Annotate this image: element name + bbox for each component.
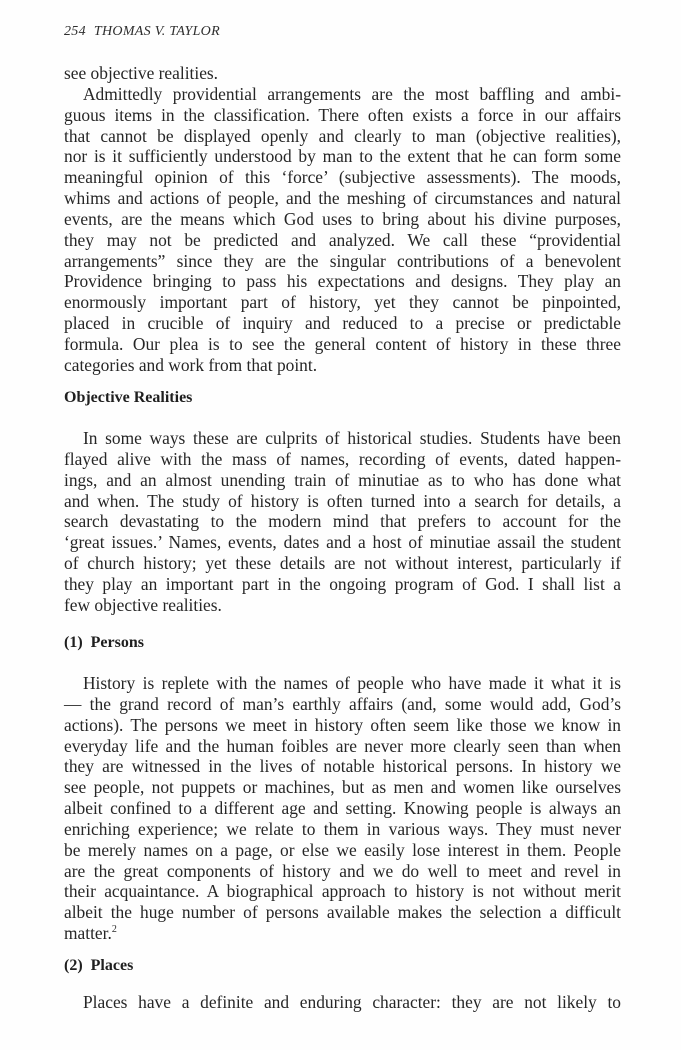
section-heading-objective-realities: Objective Realities xyxy=(64,389,193,406)
text-line: everyday life and the human foibles are never more clearly seen than when xyxy=(64,735,621,756)
text-line: In some ways these are culprits of historical studies. Students have been xyxy=(83,428,621,448)
footnote-reference[interactable]: 2 xyxy=(111,924,117,936)
text-line: Places have a definite and enduring character: they are not likely to xyxy=(83,992,621,1012)
text-line: their acquaintance. A biographical approach to history is not without merit xyxy=(64,881,621,902)
text-line: they play an important part in the ongoing program of God. I shall list a xyxy=(64,573,621,594)
text-line: arrangements” since they are the singular contributions of a benevolent xyxy=(64,250,621,271)
text-line: flayed alive with the mass of names, recording of events, dated happen- xyxy=(64,448,621,469)
text-line: actions). The persons we meet in history often seem like those we know in xyxy=(64,714,621,735)
objective-realities-paragraph xyxy=(64,428,621,616)
text-line: enormously important part of history, yet they cannot be pinpointed, xyxy=(64,292,621,313)
text-line: nor is it sufficiently understood by man to the extent that he can form some xyxy=(64,146,621,167)
text-line: see objective realities. xyxy=(64,63,219,83)
intro-paragraphs xyxy=(64,63,621,376)
text-line xyxy=(64,923,621,944)
text-line: Admittedly providential arrangements are the most baffling and ambi- xyxy=(83,83,621,104)
text-line: they may not be predicted and analyzed. We call these “providential xyxy=(64,229,621,250)
subsection-heading-persons: (1) Persons xyxy=(64,634,144,651)
text-line: search devastating to the modern mind that prefers to account for the xyxy=(64,511,621,532)
text-line: they are witnessed in the lives of notable historical persons. In history we xyxy=(64,756,621,777)
text-line: few objective realities. xyxy=(64,594,222,615)
places-paragraph xyxy=(64,992,621,1013)
persons-paragraph xyxy=(64,673,621,944)
text-line: albeit confined to a different age and setting. Knowing people is always an xyxy=(64,798,621,819)
running-head xyxy=(64,24,220,40)
text-line: ‘great issues.’ Names, events, dates and a host of minutiae assail the student xyxy=(64,532,621,553)
text-line: are the great components of history and we do well to meet and revel in xyxy=(64,860,621,881)
text-line: guous items in the classification. There often exists a force in our affairs xyxy=(64,104,621,125)
subsection-heading-places: (2) Places xyxy=(64,957,134,974)
text-line: of church history; yet these details are not without interest, particularly if xyxy=(64,553,621,574)
page-number: 254 xyxy=(64,24,86,39)
text-line: and when. The study of history is often turned into a search for details, a xyxy=(64,490,621,511)
text-line: — the grand record of man’s earthly affairs (and, some would add, God’s xyxy=(64,693,621,714)
text-line: see people, not puppets or machines, but as men and women like ourselves xyxy=(64,777,621,798)
author-name: THOMAS V. TAYLOR xyxy=(93,24,220,39)
text-line: meaningful opinion of this ‘force’ (subjective assessments). The moods, xyxy=(64,167,621,188)
text-line: History is replete with the names of people who have made it what it is xyxy=(83,673,621,693)
text-line: Providence bringing to pass his expectations and designs. They play an xyxy=(64,271,621,292)
text-line: enriching experience; we relate to them in various ways. They must never xyxy=(64,818,621,839)
text-line: be merely names on a page, or else we easily lose interest in them. People xyxy=(64,839,621,860)
text-line: placed in crucible of inquiry and reduced to a precise or predictable xyxy=(64,313,621,334)
text-line: formula. Our plea is to see the general content of history in these three xyxy=(64,333,621,354)
text-line: ings, and an almost unending train of minutiae as to who has done what xyxy=(64,469,621,490)
text-line: events, are the means which God uses to bring about his divine purposes, xyxy=(64,208,621,229)
text-line-content: matter. xyxy=(64,923,112,944)
text-line: categories and work from that point. xyxy=(64,354,318,375)
text-line: albeit the huge number of persons available makes the selection a difficult xyxy=(64,902,621,923)
text-line: that cannot be displayed openly and clearly to man (objective realities), xyxy=(64,125,621,146)
text-line: whims and actions of people, and the meshing of circumstances and natural xyxy=(64,188,621,209)
